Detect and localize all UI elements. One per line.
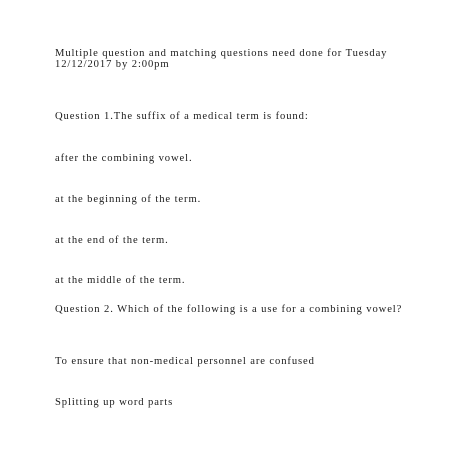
document-header: Multiple question and matching questions need done for Tuesday 12/12/2017 by 2:00pm [55,48,388,70]
question-1-option-d: at the middle of the term. [55,275,186,286]
question-2-option-a: To ensure that non-medical personnel are confused [55,356,315,367]
question-1-option-c: at the end of the term. [55,235,169,246]
question-1-option-b: at the beginning of the term. [55,194,202,205]
question-2-option-b: Splitting up word parts [55,397,174,408]
question-1-option-a: after the combining vowel. [55,153,193,164]
question-1-prompt: Question 1.The suffix of a medical term is found: [55,111,309,122]
question-2-prompt: Question 2. Which of the following is a use for a combining vowel? [55,304,403,315]
